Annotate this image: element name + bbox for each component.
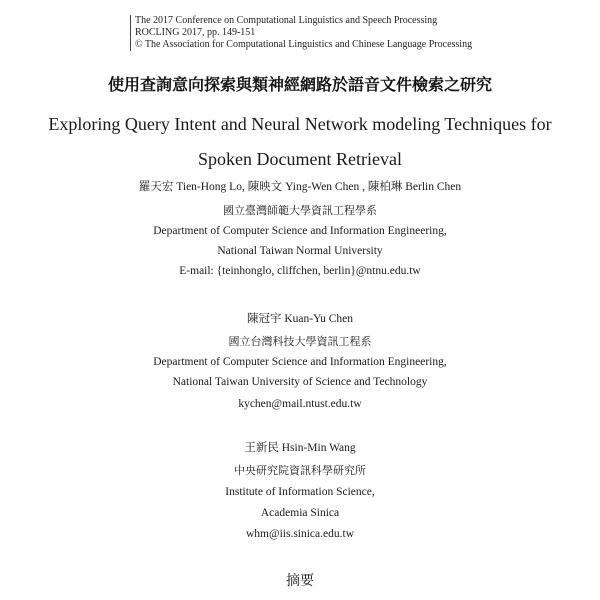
author-names-ntnu: 羅天宏 Tien-Hong Lo, 陳映文 Ying-Wen Chen , 陳柏琳 Berlin Chen — [138, 181, 462, 193]
paper-title-english-line2: Spoken Document Retrieval — [198, 149, 402, 169]
academia-sinica: Academia Sinica — [260, 507, 340, 519]
copyright-notice: © The Association for Computational Linguistics and Chinese Language Processing — [135, 39, 473, 50]
paper-title-chinese: 使用查詢意向探索與類神經網路於語音文件檢索之研究 — [107, 75, 492, 94]
affiliation-zh-sinica: 中央研究院資訊科學研究所 — [234, 464, 366, 477]
abstract-heading: 摘要 — [286, 573, 314, 589]
email-ntust: kychen@mail.ntust.edu.tw — [238, 398, 362, 410]
email-sinica: whm@iis.sinica.edu.tw — [245, 528, 354, 540]
paper-title-english-line1: Exploring Query Intent and Neural Network modeling Techniques for — [48, 114, 552, 134]
department-ntust: Department of Computer Science and Information Engineering, — [153, 356, 447, 368]
author-names-sinica: 王新民 Hsin-Min Wang — [244, 442, 356, 454]
author-names-ntust: 陳冠宇 Kuan-Yu Chen — [246, 313, 354, 325]
conference-header — [130, 15, 472, 51]
institute-sinica: Institute of Information Science, — [225, 486, 375, 498]
university-ntnu: National Taiwan Normal University — [217, 245, 383, 257]
conference-name: The 2017 Conference on Computational Linguistics and Speech Processing — [135, 15, 438, 26]
affiliation-zh-ntust: 國立台灣科技大學資訊工程系 — [228, 335, 372, 348]
department-ntnu: Department of Computer Science and Information Engineering, — [153, 225, 447, 237]
affiliation-zh-ntnu: 國立臺灣師範大學資訊工程學系 — [223, 204, 377, 217]
university-ntust: National Taiwan University of Science and Technology — [172, 376, 428, 388]
email-ntnu: E-mail: {teinhonglo, cliffchen, berlin}@ntnu.edu.tw — [179, 265, 421, 277]
conference-pages: ROCLING 2017, pp. 149-151 — [135, 27, 256, 38]
